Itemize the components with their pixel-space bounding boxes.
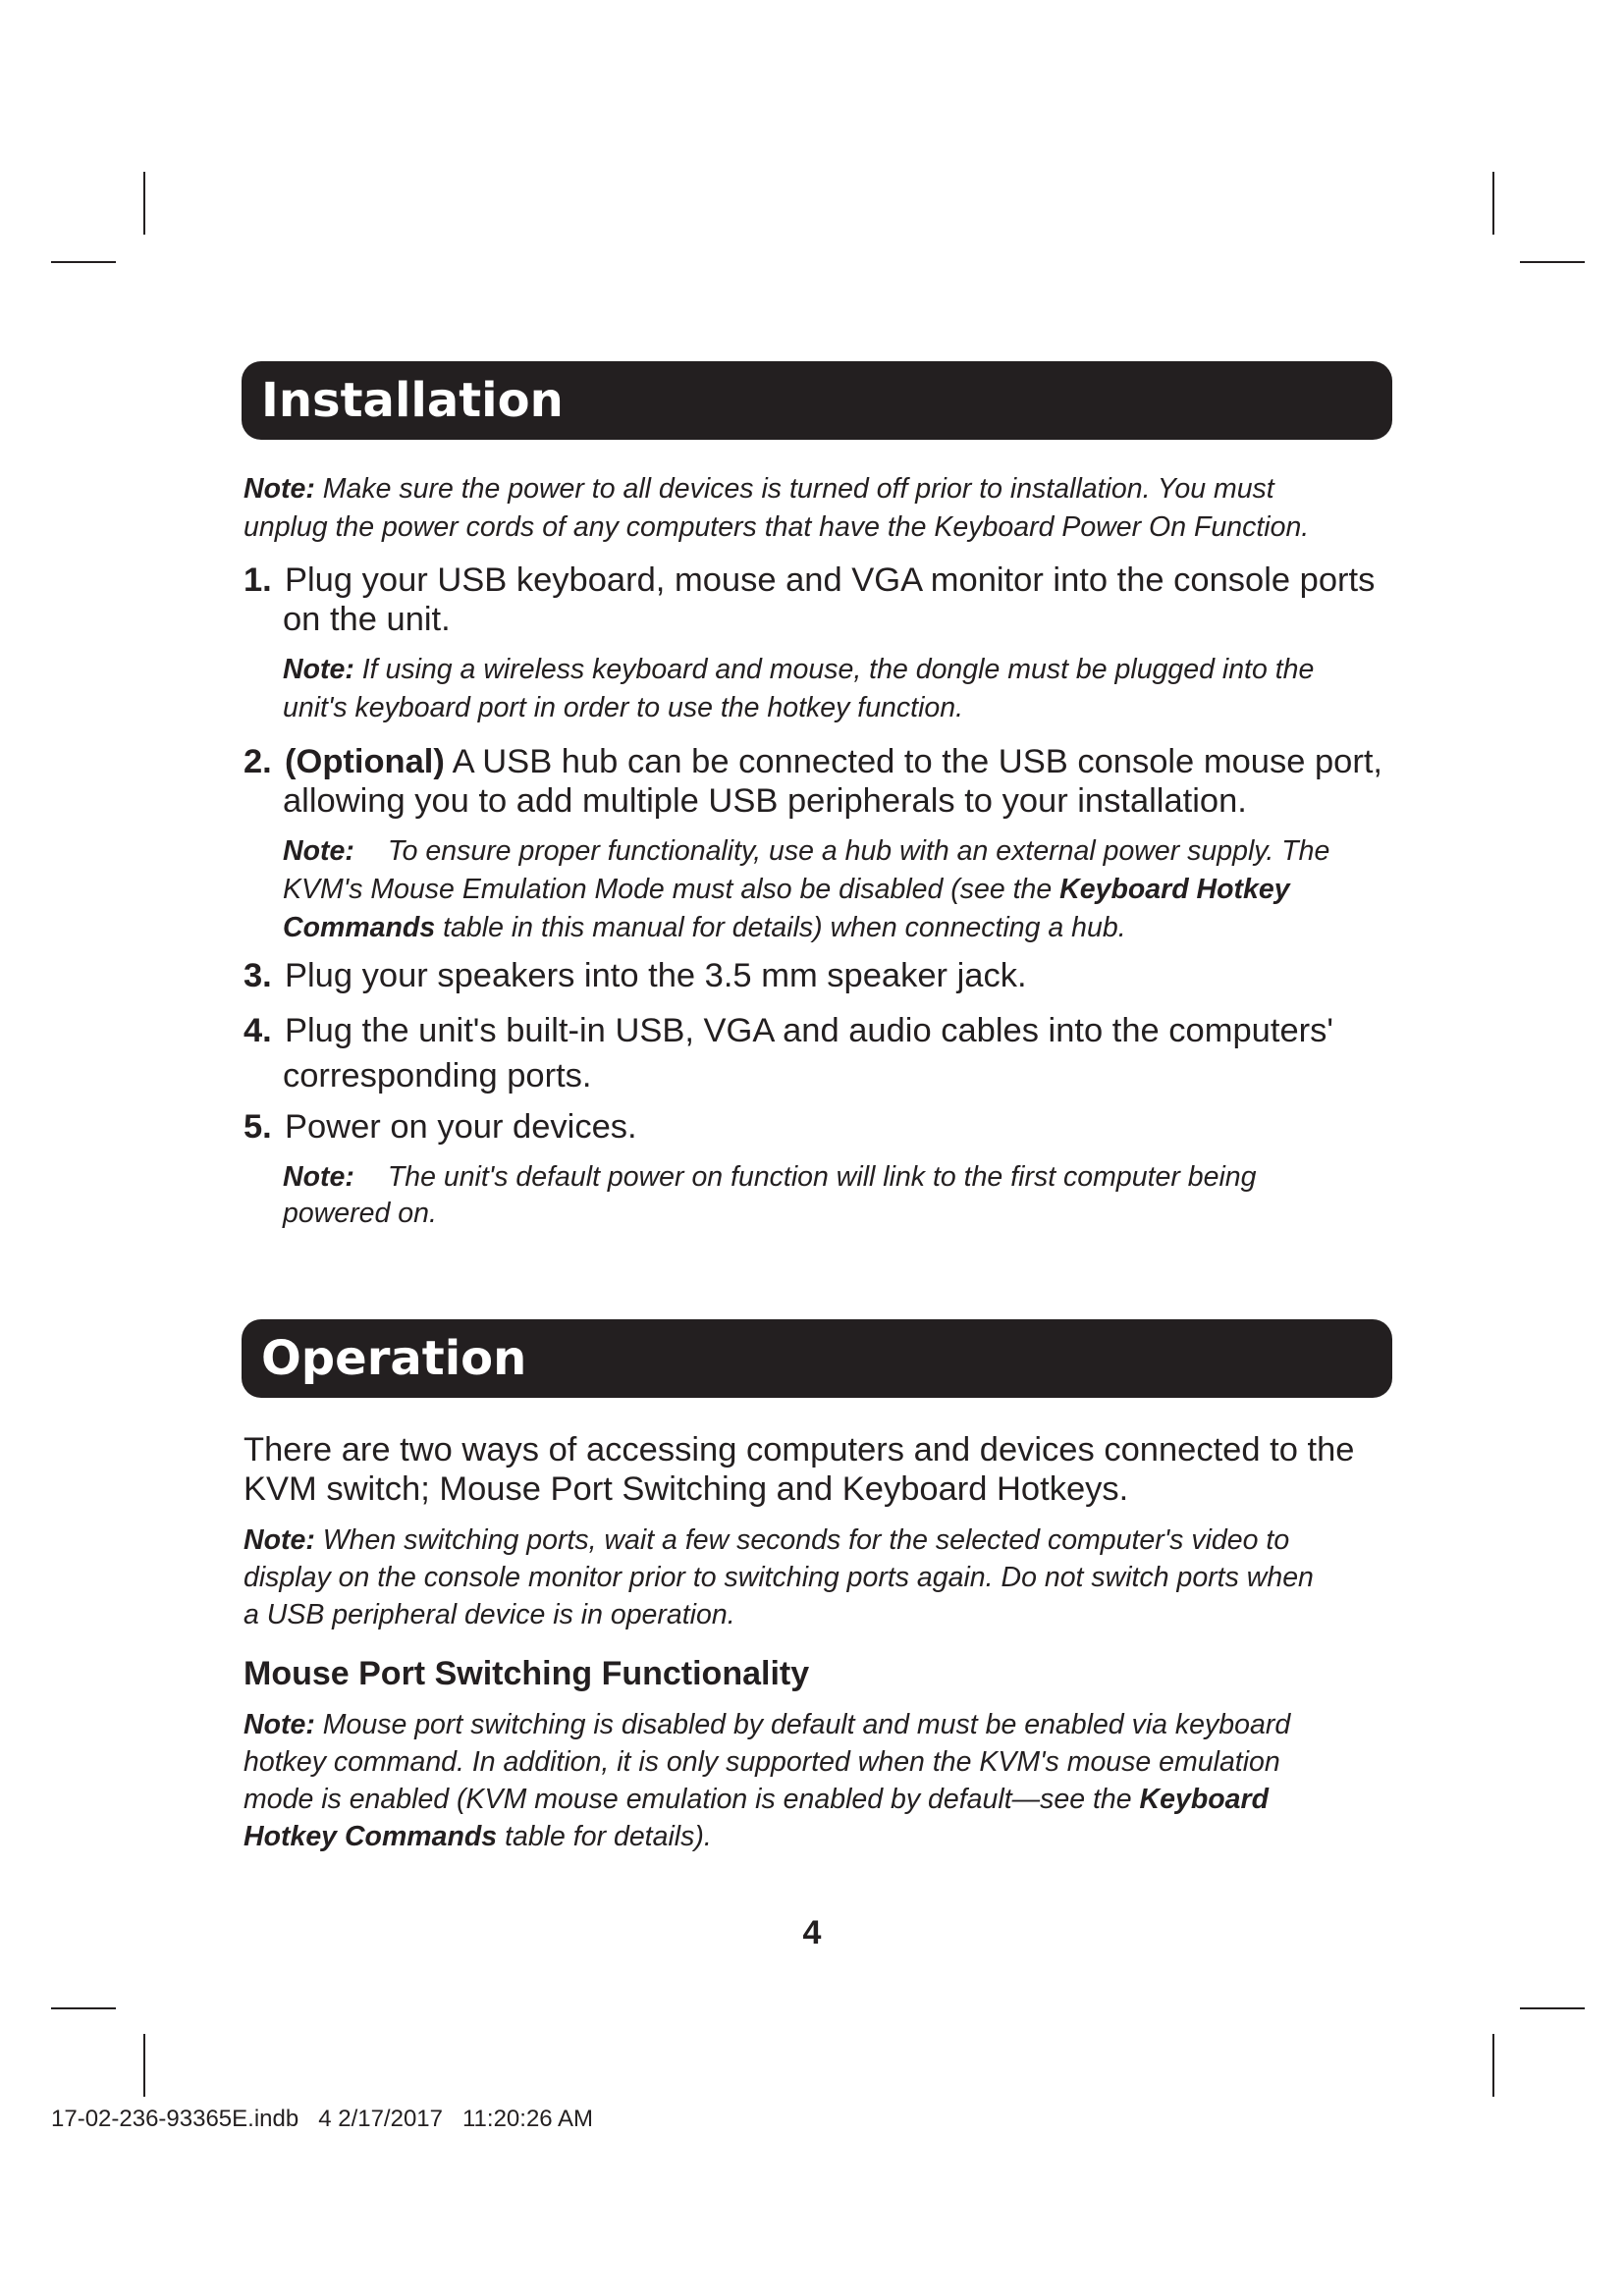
note-label: Note:	[283, 1161, 354, 1193]
note-text: Make sure the power to all devices is turned off prior to installation. You must	[322, 473, 1274, 505]
step-text: on the unit.	[283, 601, 451, 638]
step-number: 2.	[244, 743, 272, 780]
note-label: Note:	[244, 1524, 315, 1556]
installation-intro-note	[244, 470, 1412, 547]
note-text: The unit's default power on function will link to the first computer being	[387, 1161, 1257, 1193]
note-label: Note:	[244, 1709, 315, 1740]
install-step-2	[244, 742, 1402, 821]
note-label: Note:	[283, 654, 354, 685]
operation-note	[244, 1522, 1412, 1633]
note-text: KVM's Mouse Emulation Mode must also be disabled (see the	[283, 874, 1053, 905]
body-text-line: KVM switch; Mouse Port Switching and Keyboard Hotkeys.	[244, 1470, 1129, 1508]
note-text: unplug the power cords of any computers that have the Keyboard Power On Function.	[244, 511, 1310, 543]
note-text: mode is enabled (KVM mouse emulation is enabled by default—see the	[244, 1784, 1132, 1815]
install-step-1	[244, 561, 1402, 639]
installation-title: Installation	[261, 373, 564, 428]
step-text: allowing you to add multiple USB peripherals to your installation.	[283, 782, 1247, 820]
step-text: Plug the unit's built-in USB, VGA and audio cables into the computers'	[285, 1012, 1333, 1049]
step-text: Power on your devices.	[285, 1108, 637, 1146]
note-text: a USB peripheral device is in operation.	[244, 1599, 735, 1630]
print-slug: 17-02-236-93365E.indb 4 2/17/2017 11:20:26 AM	[51, 2106, 593, 2132]
step-text: A USB hub can be connected to the USB console mouse port,	[452, 743, 1382, 780]
operation-intro	[244, 1430, 1402, 1509]
note-label: Note:	[283, 835, 354, 867]
mouse-port-switching-heading: Mouse Port Switching Functionality	[244, 1655, 810, 1692]
step-number: 4.	[244, 1012, 272, 1049]
crop-mark-top-left-vertical	[143, 172, 145, 235]
install-step-1-note	[283, 651, 1412, 727]
note-text: unit's keyboard port in order to use the hotkey function.	[283, 692, 964, 723]
mouse-port-switching-note	[244, 1706, 1412, 1855]
crop-mark-bottom-left-horizontal	[51, 2007, 116, 2009]
step-text: Plug your speakers into the 3.5 mm speaker jack.	[285, 957, 1027, 994]
note-text: When switching ports, wait a few seconds for the selected computer's video to	[322, 1524, 1290, 1556]
step-number: 3.	[244, 957, 272, 994]
step-number: 5.	[244, 1108, 272, 1146]
installation-header-bar	[242, 361, 1392, 440]
install-step-4	[244, 1008, 1402, 1098]
note-bold-reference: Commands	[283, 912, 436, 943]
note-bold-reference: Hotkey Commands	[244, 1821, 498, 1852]
crop-mark-top-left-horizontal	[51, 261, 116, 263]
note-text: If using a wireless keyboard and mouse, the dongle must be plugged into the	[361, 654, 1315, 685]
note-bold-reference: Keyboard Hotkey	[1059, 874, 1290, 905]
step-optional-label: (Optional)	[285, 743, 445, 780]
note-text: hotkey command. In addition, it is only supported when the KVM's mouse emulation	[244, 1746, 1280, 1778]
note-text: table in this manual for details) when connecting a hub.	[443, 912, 1126, 943]
install-step-2-note	[283, 832, 1412, 947]
install-step-5	[244, 1107, 1402, 1147]
operation-header-bar	[242, 1319, 1392, 1398]
note-text: To ensure proper functionality, use a hub with an external power supply. The	[387, 835, 1330, 867]
step-text: corresponding ports.	[283, 1057, 592, 1095]
install-step-3	[244, 956, 1402, 995]
body-text-line: There are two ways of accessing computers and devices connected to the	[244, 1431, 1355, 1468]
page-number: 4	[802, 1914, 822, 1951]
crop-mark-bottom-right-horizontal	[1520, 2007, 1585, 2009]
note-text: table for details).	[505, 1821, 712, 1852]
note-text: Mouse port switching is disabled by default and must be enabled via keyboard	[322, 1709, 1291, 1740]
crop-mark-top-right-horizontal	[1520, 261, 1585, 263]
install-step-5-note	[283, 1159, 1412, 1232]
note-label: Note:	[244, 473, 315, 505]
operation-title: Operation	[261, 1331, 527, 1386]
note-text: powered on.	[283, 1198, 437, 1229]
crop-mark-bottom-left-vertical	[143, 2034, 145, 2097]
step-number: 1.	[244, 561, 272, 599]
note-bold-reference: Keyboard	[1139, 1784, 1269, 1815]
crop-mark-bottom-right-vertical	[1492, 2034, 1494, 2097]
step-text: Plug your USB keyboard, mouse and VGA monitor into the console ports	[285, 561, 1376, 599]
note-text: display on the console monitor prior to switching ports again. Do not switch ports when	[244, 1562, 1314, 1593]
crop-mark-top-right-vertical	[1492, 172, 1494, 235]
